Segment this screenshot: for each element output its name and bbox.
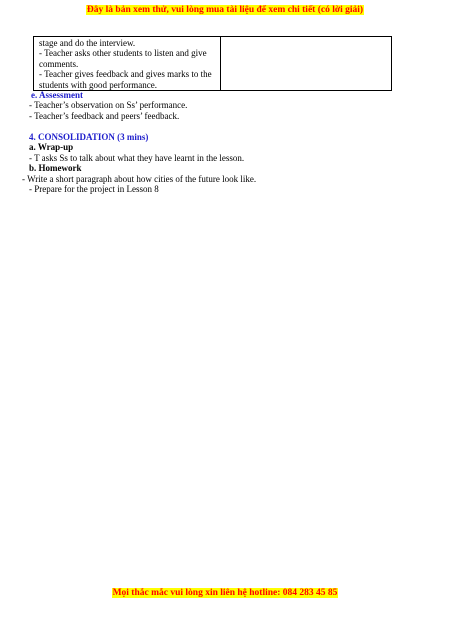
- assessment-item: - Teacher’s feedback and peers’ feedback.: [29, 111, 180, 121]
- wrapup-heading: a. Wrap-up: [29, 142, 74, 152]
- table-line: students with good performance.: [39, 79, 157, 90]
- bottom-hotline-banner: [0, 588, 450, 598]
- table-cell-procedure: [34, 37, 221, 91]
- homework-item: - Prepare for the project in Lesson 8: [29, 184, 159, 194]
- bottom-banner-text: Mọi thắc mắc vui lòng xin liên hệ hotline: 084 283 45 85: [112, 588, 338, 598]
- assessment-item: - Teacher’s observation on Ss’ performance.: [29, 100, 188, 110]
- homework-heading: b. Homework: [29, 163, 82, 173]
- table-line: - Teacher asks other students to listen and give: [39, 48, 207, 59]
- consolidation-heading: 4. CONSOLIDATION (3 mins): [29, 132, 149, 142]
- activity-table: [33, 36, 392, 91]
- table-line: - Teacher gives feedback and gives marks to the: [39, 69, 212, 80]
- table-row: [34, 37, 392, 91]
- table-line: stage and do the interview.: [39, 38, 136, 48]
- top-preview-banner: [0, 5, 450, 15]
- assessment-heading: e. Assessment: [31, 90, 83, 100]
- homework-item: - Write a short paragraph about how cities of the future look like.: [22, 174, 257, 184]
- top-banner-text: Đây là bản xem thử, vui lòng mua tài liệu để xem chi tiết (có lời giải): [86, 5, 364, 15]
- table-line: comments.: [39, 58, 79, 69]
- wrapup-item: - T asks Ss to talk about what they have learnt in the lesson.: [29, 153, 245, 163]
- table-cell-empty: [221, 37, 392, 91]
